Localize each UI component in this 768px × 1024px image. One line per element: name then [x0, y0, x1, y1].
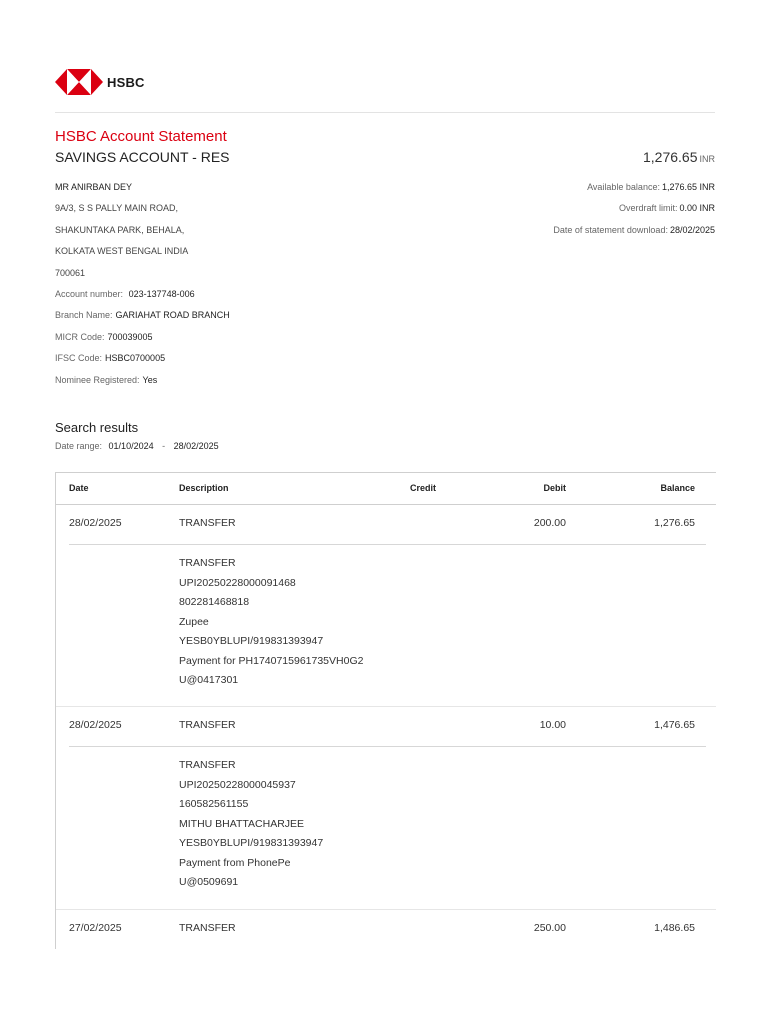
- row-debit: 250.00: [533, 922, 566, 934]
- address-line: 9A/3, S S PALLY MAIN ROAD,: [55, 203, 179, 214]
- transactions-table: [55, 472, 716, 949]
- account-number-row: Account number: 023-137748-006: [55, 289, 195, 300]
- row-divider: [69, 544, 706, 545]
- balance-currency: INR: [699, 154, 715, 164]
- address-line: KOLKATA WEST BENGAL INDIA: [55, 246, 189, 257]
- detail-line: YESB0YBLUPI/919831393947: [179, 837, 324, 849]
- branch-name: GARIAHAT ROAD BRANCH: [115, 310, 230, 321]
- ifsc-code: HSBC0700005: [105, 353, 166, 364]
- row-debit: 10.00: [539, 719, 566, 731]
- hsbc-logo: [55, 69, 145, 95]
- brand-name: HSBC: [107, 74, 145, 90]
- ifsc-row: IFSC Code: HSBC0700005: [55, 353, 166, 364]
- micr-code: 700039005: [107, 331, 153, 342]
- detail-line: U@0417301: [179, 674, 239, 686]
- row-balance: 1,486.65: [654, 922, 695, 934]
- col-header-date: Date: [69, 483, 89, 493]
- detail-line: 802281468818: [179, 596, 250, 608]
- detail-line: TRANSFER: [179, 759, 236, 771]
- address-line: SHAKUNTAKA PARK, BEHALA,: [55, 224, 185, 235]
- search-results-title: Search results: [55, 420, 139, 435]
- balance-summary: [553, 177, 715, 241]
- row-divider: [69, 746, 706, 747]
- detail-line: TRANSFER: [179, 557, 236, 569]
- available-balance: 1,276.65 INR: [661, 182, 715, 192]
- detail-line: Payment from PhonePe: [179, 856, 291, 869]
- detail-line: UPI20250228000091468: [179, 576, 296, 589]
- detail-line: YESB0YBLUPI/919831393947: [179, 635, 324, 647]
- date-from: 01/10/2024: [108, 441, 154, 451]
- download-date: 28/02/2025: [669, 224, 715, 235]
- balance-amount: 1,276.65: [643, 149, 698, 165]
- row-date: 28/02/2025: [69, 517, 122, 529]
- branch-row: Branch Name: GARIAHAT ROAD BRANCH: [55, 310, 230, 321]
- col-header-balance: Balance: [660, 483, 695, 493]
- row-description: TRANSFER: [179, 517, 236, 529]
- detail-line: UPI20250228000045937: [179, 778, 296, 791]
- statement-title: HSBC Account Statement: [55, 128, 227, 145]
- col-header-debit: Debit: [543, 483, 566, 493]
- detail-line: U@0509691: [179, 876, 239, 888]
- overdraft-limit: 0.00 INR: [679, 203, 715, 214]
- overdraft-row: Overdraft limit: 0.00 INR: [618, 203, 715, 214]
- col-header-description: Description: [179, 483, 229, 493]
- available-balance-row: Available balance: 1,276.65 INR: [587, 182, 715, 192]
- row-balance: 1,476.65: [654, 719, 695, 731]
- row-description: TRANSFER: [179, 719, 236, 731]
- detail-line: MITHU BHATTACHARJEE: [179, 817, 305, 830]
- address-line: 700061: [55, 267, 86, 278]
- nominee-row: Nominee Registered: Yes: [55, 374, 158, 385]
- header-divider: [56, 504, 716, 505]
- transaction-details: [179, 756, 323, 893]
- row-debit: 200.00: [533, 517, 566, 529]
- customer-name: MR ANIRBAN DEY: [55, 182, 133, 192]
- date-separator: -: [162, 441, 166, 451]
- download-date-row: Date of statement download: 28/02/2025: [553, 224, 715, 235]
- account-type: SAVINGS ACCOUNT - RES: [55, 149, 230, 165]
- micr-row: MICR Code: 700039005: [55, 331, 153, 342]
- row-description: TRANSFER: [179, 922, 236, 934]
- transaction-details: [179, 554, 363, 691]
- transaction-divider: [56, 706, 716, 707]
- account-number: 023-137748-006: [128, 289, 195, 300]
- detail-line: Payment for PH1740715961735VH0G2: [179, 654, 364, 667]
- customer-info: [55, 177, 230, 391]
- detail-line: Zupee: [179, 615, 209, 628]
- hsbc-hexagon-icon: [55, 69, 103, 95]
- header-divider: [55, 112, 715, 113]
- date-to: 28/02/2025: [173, 441, 219, 451]
- row-balance: 1,276.65: [654, 517, 695, 529]
- row-date: 28/02/2025: [69, 719, 122, 731]
- detail-line: 160582561155: [179, 798, 249, 810]
- row-date: 27/02/2025: [69, 922, 122, 934]
- current-balance: [643, 149, 715, 165]
- date-range: Date range: 01/10/2024 - 28/02/2025: [55, 441, 219, 451]
- nominee-status: Yes: [142, 374, 158, 385]
- col-header-credit: Credit: [410, 483, 437, 493]
- transaction-divider: [56, 909, 716, 910]
